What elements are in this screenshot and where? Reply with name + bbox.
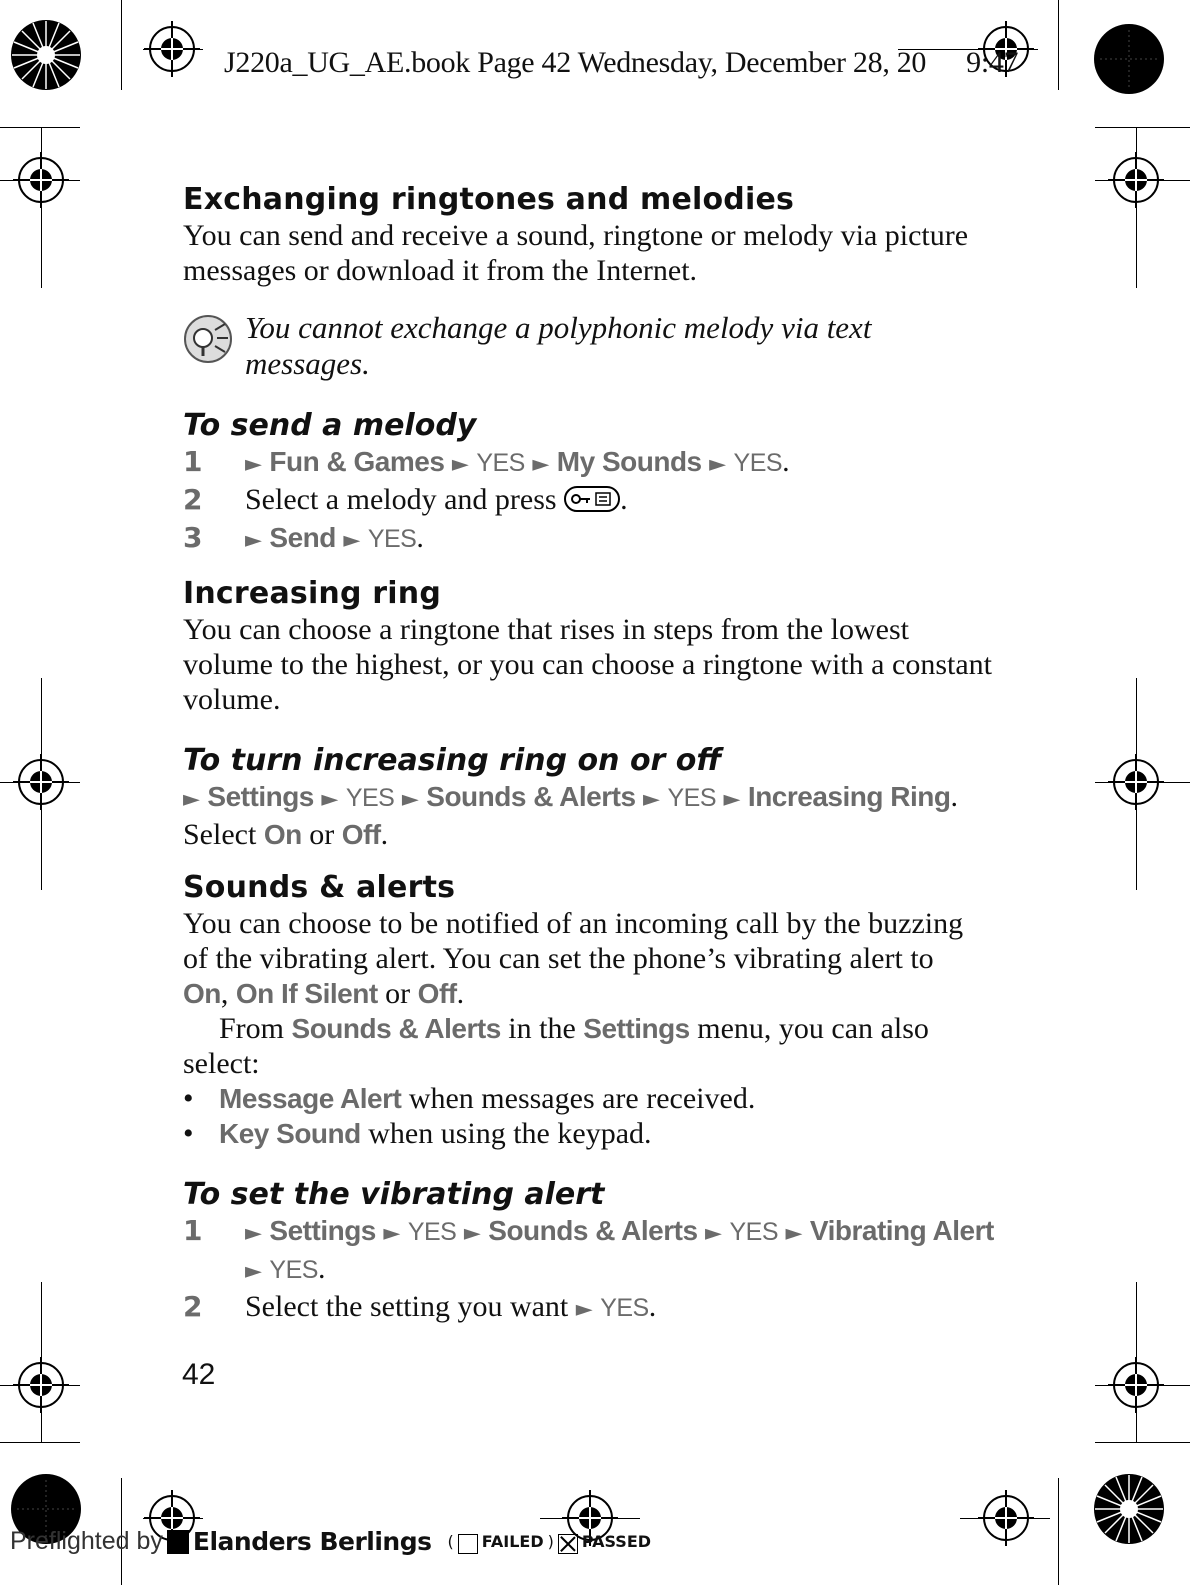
book-slug <box>224 46 1018 80</box>
send-step-2: 2 Select a melody and press . <box>183 482 1013 520</box>
arrow-icon: ► <box>183 786 200 812</box>
registration-mark-icon <box>13 754 69 810</box>
failed-label: FAILED <box>481 1532 544 1551</box>
yes-key: YES <box>367 524 417 553</box>
yes-key: YES <box>667 783 716 812</box>
bullet-icon: • <box>183 1116 194 1150</box>
arrow-icon: ► <box>785 1220 803 1246</box>
list-item: • Key Sound when using the keypad. <box>183 1116 652 1150</box>
arrow-icon: ► <box>723 786 741 812</box>
book-info: J220a_UG_AE.book Page 42 Wednesday, December 28, 20 <box>224 46 927 79</box>
arrow-icon: ► <box>245 452 262 477</box>
starburst-mark-icon <box>9 18 83 92</box>
option-key-sound: Key Sound <box>219 1117 361 1149</box>
option-off: Off <box>417 977 457 1009</box>
arrow-icon: ► <box>343 527 361 553</box>
menu-sounds-alerts: Sounds & Alerts <box>291 1012 501 1044</box>
bullet-icon: • <box>183 1081 194 1115</box>
registration-mark-icon <box>1108 1357 1164 1413</box>
arrow-icon: ► <box>401 786 419 812</box>
arrow-icon: ► <box>709 452 727 477</box>
registration-mark-icon <box>978 1490 1034 1546</box>
vibrate-step-1: 1 ► Settings ► YES ► Sounds & Alerts ► YES ► Vibrating Alert ► YES. <box>183 1213 994 1285</box>
yes-key: YES <box>345 783 395 812</box>
menu-settings: Settings <box>269 1214 376 1246</box>
menu-settings: Settings <box>583 1012 690 1044</box>
step-number: 2 <box>183 1289 203 1323</box>
yes-key: YES <box>269 1255 318 1284</box>
starburst-mark-icon <box>1092 1472 1166 1546</box>
send-step-3: 3 ► Send ► YES. <box>183 520 424 554</box>
menu-fun-games: Fun & Games <box>269 446 445 477</box>
paragraph-exchanging: You can send and receive a sound, ringtone or melody via picture messages or download it from the Internet. <box>183 219 969 287</box>
tip-text: You cannot exchange a polyphonic melody via text messages. <box>245 310 872 381</box>
solid-disc-icon <box>1092 22 1166 96</box>
step-number: 1 <box>183 445 203 478</box>
registration-mark-icon <box>1108 152 1164 208</box>
paragraph-from-menu: From Sounds & Alerts in the Settings menu, you can also select: <box>183 1011 929 1080</box>
heading-increasing-ring: Increasing ring <box>183 575 442 611</box>
yes-key: YES <box>407 1217 457 1246</box>
yes-key: YES <box>733 449 783 477</box>
option-on-if-silent: On If Silent <box>235 977 378 1009</box>
menu-my-sounds: My Sounds <box>556 446 702 477</box>
heading-sounds-alerts: Sounds & alerts <box>183 869 456 905</box>
arrow-icon: ► <box>705 1220 722 1246</box>
menu-vibrating-alert: Vibrating Alert <box>809 1214 994 1246</box>
paragraph-vibrating: You can choose to be notified of an incoming call by the buzzing of the vibrating alert. You can set the phone’s vibrating alert to On, On If Silent or Off. <box>183 906 964 1010</box>
tip-icon <box>183 314 245 369</box>
registration-mark-icon <box>13 152 69 208</box>
step-number: 2 <box>183 483 203 516</box>
yes-key: YES <box>729 1217 778 1246</box>
menu-send: Send <box>269 521 336 553</box>
menu-sounds-alerts: Sounds & Alerts <box>426 780 636 812</box>
step-number: 3 <box>183 520 203 554</box>
heading-vibrating-alert: To set the vibrating alert <box>183 1176 605 1212</box>
arrow-icon: ► <box>245 1220 262 1246</box>
brand-logo-icon <box>167 1530 189 1554</box>
registration-mark-icon <box>13 1357 69 1413</box>
heading-turn-increasing: To turn increasing ring on or off <box>183 742 722 778</box>
yes-key: YES <box>600 1293 649 1322</box>
paragraph-increasing-ring: You can choose a ringtone that rises in steps from the lowest volume to the highest, or you can choose a ringtone with a constant volume. <box>183 612 992 716</box>
path-increasing-ring: ► Settings ► YES ► Sounds & Alerts ► YES ► Increasing Ring. <box>183 779 958 813</box>
option-on: On <box>183 977 221 1009</box>
page-content <box>183 182 1013 1327</box>
arrow-icon: ► <box>575 1296 593 1322</box>
tip-note <box>183 310 1013 382</box>
passed-checkbox <box>558 1534 578 1554</box>
option-message-alert: Message Alert <box>219 1082 402 1114</box>
heading-exchanging: Exchanging ringtones and melodies <box>183 182 795 217</box>
step-number: 1 <box>183 1213 203 1247</box>
vibrate-step-2: 2 Select the setting you want ► YES. <box>183 1289 657 1323</box>
preflight-stamp: Preflighted by Elanders Berlings ( FAILED ) PASSED <box>10 1527 652 1556</box>
option-key-icon <box>564 485 620 520</box>
arrow-icon: ► <box>245 527 262 553</box>
registration-mark-icon <box>144 21 200 77</box>
arrow-icon: ► <box>532 452 550 477</box>
menu-settings: Settings <box>207 780 314 812</box>
arrow-icon: ► <box>643 786 660 812</box>
option-on: On <box>263 818 302 850</box>
yes-key: YES <box>476 449 525 477</box>
passed-label: PASSED <box>581 1532 652 1551</box>
registration-mark-icon <box>1108 754 1164 810</box>
menu-increasing-ring: Increasing Ring <box>747 780 951 812</box>
failed-checkbox <box>458 1534 478 1554</box>
page-number: 42 <box>182 1358 216 1391</box>
option-off: Off <box>341 818 381 850</box>
select-on-off: Select On or Off. <box>183 817 389 851</box>
arrow-icon: ► <box>463 1220 481 1246</box>
arrow-icon: ► <box>451 452 469 477</box>
send-step-1: 1 ► Fun & Games ► YES ► My Sounds ► YES. <box>183 445 790 478</box>
preflighted-label: Preflighted by <box>10 1527 163 1555</box>
arrow-icon: ► <box>321 786 339 812</box>
arrow-icon: ► <box>245 1258 262 1284</box>
heading-send-melody: To send a melody <box>183 408 477 443</box>
time-fragment: 9:47 <box>966 46 1019 79</box>
list-item: • Message Alert when messages are received. <box>183 1081 756 1115</box>
menu-sounds-alerts: Sounds & Alerts <box>488 1214 698 1246</box>
arrow-icon: ► <box>383 1220 401 1246</box>
brand-name: Elanders Berlings <box>192 1527 432 1556</box>
